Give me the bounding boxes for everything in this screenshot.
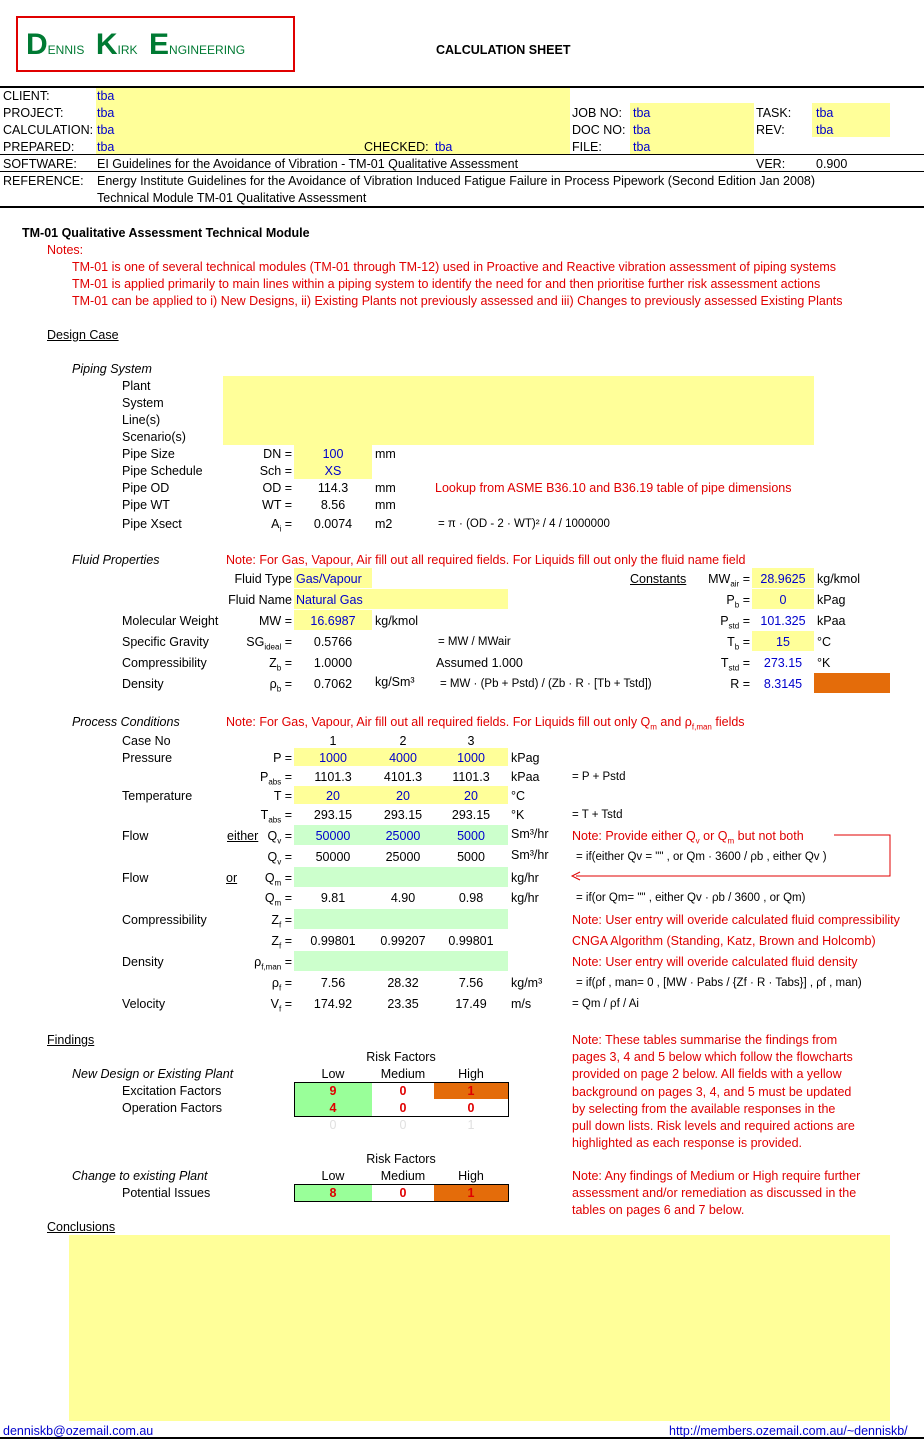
qm-unit: kg/hr bbox=[511, 891, 539, 905]
findings-note-1: Note: These tables summarise the findings from pages 3, 4 and 5 below which follow the flowcharts provided on page 2 below. All fields with a yellow background on pages 3, 4, and 5 must be updated by selecting from the available responses in the pull down lists. Risk levels and required actions are highlighted as each response is provided. bbox=[572, 1033, 855, 1151]
fluid-name-label: Fluid Name bbox=[228, 593, 292, 607]
notes-label: Notes: bbox=[47, 243, 84, 257]
mwair-symbol: $MW_{air}$ = bbox=[708, 572, 750, 589]
process-compressibility-label: Compressibility bbox=[122, 913, 207, 927]
tabs-symbol: $T_{abs}$ = bbox=[260, 808, 292, 825]
note-line-3: TM-01 can be applied to i) New Designs, ii) Existing Plants not previously assessed and iii) Changes to previously assessed Existing Plants bbox=[72, 294, 843, 308]
vf-symbol: $V_f$ = bbox=[270, 997, 292, 1014]
excitation-label: Excitation Factors bbox=[122, 1084, 222, 1098]
tb-unit: °C bbox=[817, 635, 832, 649]
sg-value: 0.5766 bbox=[313, 635, 353, 649]
velocity-label: Velocity bbox=[122, 997, 166, 1011]
plant-label: Plant bbox=[122, 379, 151, 393]
fluid-type-label: Fluid Type bbox=[234, 572, 292, 586]
tstd-value: 273.15 bbox=[763, 656, 803, 670]
pipe-xsect-label: Pipe Xsect bbox=[122, 517, 182, 531]
logo-text-ngineering: NGINEERING bbox=[169, 43, 246, 57]
mwair-unit: kg/kmol bbox=[817, 572, 861, 586]
pstd-value: 101.325 bbox=[760, 614, 806, 628]
rhof-symbol: $\rho_f$ = bbox=[271, 976, 292, 993]
pstd-unit: kPaa bbox=[817, 614, 846, 628]
tstd-symbol: $T_{std}$ = bbox=[720, 656, 750, 673]
reference-label: REFERENCE: bbox=[3, 174, 84, 188]
pressure-label: Pressure bbox=[122, 751, 173, 765]
od-unit: mm bbox=[375, 481, 396, 495]
cnga-note: CNGA Algorithm (Standing, Katz, Brown and Holcomb) bbox=[572, 934, 876, 948]
p-case3-input[interactable]: 1000 bbox=[457, 751, 485, 765]
qm-input-unit: kg/hr bbox=[511, 871, 539, 885]
zb-label: Compressibility bbox=[122, 656, 207, 670]
zb-symbol: $Z_b$ = bbox=[269, 656, 292, 673]
qv-case3: 5000 bbox=[457, 850, 485, 864]
rhof-input-row[interactable] bbox=[294, 951, 508, 971]
sheet-title: CALCULATION SHEET bbox=[436, 43, 571, 57]
pipe-od-label: Pipe OD bbox=[122, 481, 170, 495]
pabs-case2: 4101.3 bbox=[383, 770, 423, 784]
fluid-note: Note: For Gas, Vapour, Air fill out all required fields. For Liquids fill out only the fluid name field bbox=[226, 553, 746, 567]
rhof-man-symbol: $\rho_{f,man}$ = bbox=[254, 955, 292, 972]
constants-heading: Constants bbox=[630, 572, 687, 586]
wt-unit: mm bbox=[375, 498, 396, 512]
logo-letter-k: K bbox=[95, 28, 118, 61]
qm-input-row bbox=[294, 867, 508, 887]
zf-case2: 0.99207 bbox=[380, 934, 426, 948]
jobno-label: JOB NO: bbox=[572, 106, 623, 120]
case-no-label: Case No bbox=[122, 734, 171, 748]
excitation-medium: 0 bbox=[399, 1084, 407, 1098]
od-lookup-note: Lookup from ASME B36.10 and B36.19 table of pipe dimensions bbox=[435, 481, 792, 495]
sg-symbol: $SG_{ideal}$ = bbox=[246, 635, 292, 652]
rhob-value: 0.7062 bbox=[313, 677, 353, 691]
flow-note-arrow-icon bbox=[566, 830, 896, 882]
zf-symbol: $Z_f$ = bbox=[271, 934, 292, 951]
ai-value: 0.0074 bbox=[313, 517, 353, 531]
calculation-value[interactable]: tba bbox=[97, 123, 115, 137]
vf-unit: m/s bbox=[511, 997, 532, 1011]
rev-label: REV: bbox=[756, 123, 785, 137]
pabs-unit: kPaa bbox=[511, 770, 540, 784]
header-yellow-left bbox=[96, 88, 570, 154]
case-2: 2 bbox=[399, 734, 407, 748]
qm-symbol: $Q_m$ = bbox=[264, 891, 292, 908]
p-case1-input[interactable]: 1000 bbox=[319, 751, 347, 765]
pipe-wt-label: Pipe WT bbox=[122, 498, 170, 512]
density-note: Note: User entry will overide calculated fluid density bbox=[572, 955, 858, 969]
qv-case2: 25000 bbox=[385, 850, 421, 864]
qm-case1: 9.81 bbox=[320, 891, 346, 905]
flow-label-1: Flow bbox=[122, 829, 149, 843]
rhob-unit: kg/Sm³ bbox=[375, 675, 415, 689]
pb-symbol: $P_b$ = bbox=[726, 593, 750, 610]
sch-value[interactable]: XS bbox=[324, 464, 342, 478]
sg-label: Specific Gravity bbox=[122, 635, 209, 649]
logo-letter-e: E bbox=[149, 28, 170, 61]
software-value: EI Guidelines for the Avoidance of Vibration - TM-01 Qualitative Assessment bbox=[97, 157, 519, 171]
ver-label: VER: bbox=[756, 157, 786, 171]
risk-factors-header-2: Risk Factors bbox=[366, 1152, 436, 1166]
company-logo bbox=[16, 16, 295, 72]
email-link[interactable]: denniskb@ozemail.com.au bbox=[3, 1424, 154, 1438]
wt-value: 8.56 bbox=[320, 498, 346, 512]
mw-value[interactable]: 16.6987 bbox=[310, 614, 356, 628]
qv-case1: 50000 bbox=[315, 850, 351, 864]
tabs-unit: °K bbox=[511, 808, 525, 822]
plant-system-input-block[interactable] bbox=[223, 376, 814, 445]
ver-value: 0.900 bbox=[816, 157, 848, 171]
mwair-value[interactable]: 28.9625 bbox=[760, 572, 806, 586]
change-heading: Change to existing Plant bbox=[72, 1169, 208, 1183]
ai-unit: m2 bbox=[375, 517, 393, 531]
prepared-label: PREPARED: bbox=[3, 140, 75, 154]
potential-low: 8 bbox=[329, 1186, 337, 1200]
case-1: 1 bbox=[329, 734, 337, 748]
tstd-unit: °K bbox=[817, 656, 831, 670]
piping-system-heading: Piping System bbox=[72, 362, 152, 376]
potential-issues-label: Potential Issues bbox=[122, 1186, 211, 1200]
vf-case1: 174.92 bbox=[313, 997, 353, 1011]
sch-symbol: Sch = bbox=[259, 464, 292, 478]
vf-case2: 23.35 bbox=[387, 997, 419, 1011]
file-label: FILE: bbox=[572, 140, 602, 154]
r-value: 8.3145 bbox=[763, 677, 803, 691]
logo-text-irk: IRK bbox=[117, 43, 138, 57]
medium-header-1: Medium bbox=[380, 1067, 426, 1081]
operation-high: 0 bbox=[467, 1101, 475, 1115]
qm-input-symbol: $Q_m$ = bbox=[264, 871, 292, 888]
pipe-size-label: Pipe Size bbox=[122, 447, 175, 461]
task-label: TASK: bbox=[756, 106, 792, 120]
docno-value[interactable]: tba bbox=[633, 123, 651, 137]
excitation-low: 9 bbox=[329, 1084, 337, 1098]
jobno-value[interactable]: tba bbox=[633, 106, 651, 120]
zf-case3: 0.99801 bbox=[448, 934, 494, 948]
lines-label: Line(s) bbox=[122, 413, 161, 427]
qv-input-symbol: $Q_v$ = bbox=[267, 829, 292, 846]
r-symbol: R = bbox=[730, 677, 750, 691]
r-status-indicator bbox=[814, 673, 890, 693]
vf-case3: 17.49 bbox=[455, 997, 487, 1011]
task-value[interactable]: tba bbox=[816, 106, 834, 120]
header-rule-2 bbox=[0, 171, 924, 172]
od-symbol: OD = bbox=[262, 481, 292, 495]
or-label: or bbox=[226, 871, 238, 885]
operation-label: Operation Factors bbox=[122, 1101, 223, 1115]
reference-line-2: Technical Module TM-01 Qualitative Assessment bbox=[97, 191, 367, 205]
qv-input-unit: Sm³/hr bbox=[511, 827, 549, 841]
pabs-case1: 1101.3 bbox=[314, 770, 352, 784]
sg-formula: = MW / MWair bbox=[438, 636, 511, 648]
new-design-heading: New Design or Existing Plant bbox=[72, 1067, 234, 1081]
note-line-1: TM-01 is one of several technical modules (TM-01 through TM-12) used in Proactive and Reactive vibration assessment of piping systems bbox=[72, 260, 837, 274]
checked-label: CHECKED: bbox=[364, 140, 429, 154]
rhob-formula: = MW · (Pb + Pstd) / (Zb · R · [Tb + Tstd]) bbox=[440, 678, 652, 690]
qm-formula: = if(or Qm= "" , either Qv · ρb / 3600 , or Qm) bbox=[576, 892, 806, 904]
project-label: PROJECT: bbox=[3, 106, 64, 120]
high-header-1: High bbox=[458, 1067, 484, 1081]
either-label: either bbox=[227, 829, 259, 843]
hidden-high: 1 bbox=[467, 1118, 475, 1132]
fluid-density-label: Density bbox=[122, 677, 164, 691]
qm-case3: 0.98 bbox=[458, 891, 484, 905]
findings-note-2: Note: Any findings of Medium or High require further assessment and/or remediation as discussed in the tables on pages 6 and 7 below. bbox=[572, 1169, 861, 1217]
project-value[interactable]: tba bbox=[97, 106, 115, 120]
logo-letter-d: D bbox=[26, 28, 48, 61]
calculation-label: CALCULATION: bbox=[3, 123, 94, 137]
wt-symbol: WT = bbox=[262, 498, 292, 512]
zf-input-row[interactable] bbox=[294, 909, 508, 929]
tb-value[interactable]: 15 bbox=[776, 635, 790, 649]
qv-formula: = if(either Qv = "" , or Qm · 3600 / ρb , either Qv ) bbox=[576, 851, 827, 863]
p-unit: kPag bbox=[511, 751, 540, 765]
pabs-formula: = P + Pstd bbox=[572, 771, 626, 783]
design-case-heading: Design Case bbox=[47, 328, 119, 342]
conclusions-input[interactable] bbox=[69, 1235, 890, 1421]
prepared-value[interactable]: tba bbox=[97, 140, 115, 154]
docno-label: DOC NO: bbox=[572, 123, 626, 137]
dn-value[interactable]: 100 bbox=[322, 447, 344, 461]
rhof-formula: = if(ρf , man= 0 , [MW · Pabs / {Zf · R · Tabs}] , ρf , man) bbox=[576, 977, 862, 989]
p-case2-input[interactable]: 4000 bbox=[389, 751, 417, 765]
mw-unit: kg/kmol bbox=[375, 614, 419, 628]
rhof-case3: 7.56 bbox=[458, 976, 484, 990]
findings-heading: Findings bbox=[47, 1033, 95, 1047]
zf-case1: 0.99801 bbox=[310, 934, 356, 948]
qv-unit: Sm³/hr bbox=[511, 848, 549, 862]
high-header-2: High bbox=[458, 1169, 484, 1183]
temperature-label: Temperature bbox=[122, 789, 193, 803]
tabs-formula: = T + Tstd bbox=[572, 809, 623, 821]
t-symbol: T = bbox=[273, 789, 292, 803]
rhof-case2: 28.32 bbox=[387, 976, 419, 990]
dn-symbol: DN = bbox=[263, 447, 292, 461]
process-conditions-heading: Process Conditions bbox=[72, 715, 180, 729]
scenarios-label: Scenario(s) bbox=[122, 430, 186, 444]
client-value[interactable]: tba bbox=[97, 89, 115, 103]
client-label: CLIENT: bbox=[3, 89, 50, 103]
t-case2-input[interactable]: 20 bbox=[396, 789, 410, 803]
module-title: TM-01 Qualitative Assessment Technical Module bbox=[22, 226, 310, 240]
potential-high: 1 bbox=[467, 1186, 475, 1200]
operation-low: 4 bbox=[329, 1101, 337, 1115]
t-unit: °C bbox=[511, 789, 526, 803]
vf-formula: = Qm / ρf / Ai bbox=[572, 998, 639, 1010]
rhof-case1: 7.56 bbox=[320, 976, 346, 990]
pabs-case3: 1101.3 bbox=[452, 770, 490, 784]
case-3: 3 bbox=[467, 734, 475, 748]
pipe-schedule-label: Pipe Schedule bbox=[122, 464, 203, 478]
t-case3-input[interactable]: 20 bbox=[464, 789, 478, 803]
operation-medium: 0 bbox=[399, 1101, 407, 1115]
rhof-unit: kg/m³ bbox=[511, 976, 543, 990]
software-label: SOFTWARE: bbox=[3, 157, 77, 171]
process-density-label: Density bbox=[122, 955, 164, 969]
flow-label-2: Flow bbox=[122, 871, 149, 885]
compressibility-note: Note: User entry will overide calculated fluid compressibility bbox=[572, 913, 900, 927]
pb-unit: kPag bbox=[817, 593, 846, 607]
pb-value[interactable]: 0 bbox=[779, 593, 787, 607]
t-case1-input[interactable]: 20 bbox=[326, 789, 340, 803]
zb-note: Assumed 1.000 bbox=[436, 656, 523, 670]
tabs-case1: 293.15 bbox=[313, 808, 353, 822]
qv-case3-input[interactable]: 5000 bbox=[457, 829, 485, 843]
fluid-properties-heading: Fluid Properties bbox=[72, 553, 160, 567]
header-rule-1 bbox=[0, 154, 924, 155]
ai-symbol: $A_i$ = bbox=[271, 517, 292, 534]
hidden-low: 0 bbox=[329, 1118, 337, 1132]
mw-symbol: MW = bbox=[259, 614, 292, 628]
p-symbol: P = bbox=[273, 751, 292, 765]
tb-symbol: $T_b$ = bbox=[727, 635, 750, 652]
zf-input-symbol: $Z_f$ = bbox=[271, 913, 292, 930]
potential-medium: 0 bbox=[399, 1186, 407, 1200]
reference-line-1: Energy Institute Guidelines for the Avoidance of Vibration Induced Fatigue Failure in Process Pipework (Second Edition Jan 2008) bbox=[97, 174, 816, 188]
qm-case2: 4.90 bbox=[390, 891, 416, 905]
qv-case2-input[interactable]: 25000 bbox=[385, 829, 421, 843]
fluid-name-input[interactable]: Natural Gas bbox=[296, 593, 363, 607]
mw-label: Molecular Weight bbox=[122, 614, 219, 628]
qv-case1-input[interactable]: 50000 bbox=[315, 829, 351, 843]
rev-value[interactable]: tba bbox=[816, 123, 834, 137]
excitation-high: 1 bbox=[467, 1084, 475, 1098]
flow-note: Note: Provide either $Q_v$ or $Q_m$ but not both bbox=[572, 829, 804, 846]
file-value[interactable]: tba bbox=[633, 140, 651, 154]
website-link[interactable]: http://members.ozemail.com.au/~denniskb/ bbox=[669, 1424, 908, 1438]
conclusions-heading: Conclusions bbox=[47, 1220, 116, 1234]
tabs-case3: 293.15 bbox=[451, 808, 491, 822]
header-bottom-rule bbox=[0, 206, 924, 208]
pabs-symbol: $P_{abs}$ = bbox=[259, 770, 292, 787]
risk-factors-header-1: Risk Factors bbox=[366, 1050, 436, 1064]
medium-header-2: Medium bbox=[380, 1169, 426, 1183]
low-header-1: Low bbox=[321, 1067, 345, 1081]
pstd-symbol: $P_{std}$ = bbox=[720, 614, 750, 631]
fluid-type-select[interactable]: Gas/Vapour bbox=[296, 572, 362, 586]
hidden-medium: 0 bbox=[399, 1118, 407, 1132]
system-label: System bbox=[122, 396, 164, 410]
tabs-case2: 293.15 bbox=[383, 808, 423, 822]
zb-value: 1.0000 bbox=[313, 656, 353, 670]
od-value: 114.3 bbox=[317, 481, 349, 495]
checked-value[interactable]: tba bbox=[435, 140, 453, 154]
dn-unit: mm bbox=[375, 447, 396, 461]
xsect-formula: = π · (OD - 2 · WT)² / 4 / 1000000 bbox=[438, 518, 610, 530]
note-line-2: TM-01 is applied primarily to main lines within a piping system to identify the need for and then prioritise further risk assessment actions bbox=[72, 277, 821, 291]
low-header-2: Low bbox=[321, 1169, 345, 1183]
logo-text-ennis: ENNIS bbox=[47, 43, 85, 57]
qv-symbol: $Q_v$ = bbox=[267, 850, 292, 867]
rhob-symbol: $\rho_b$ = bbox=[269, 677, 292, 694]
process-note: Note: For Gas, Vapour, Air fill out all required fields. For Liquids fill out only $Q_m$ and $\rho_{f,man}$ fields bbox=[226, 715, 745, 732]
